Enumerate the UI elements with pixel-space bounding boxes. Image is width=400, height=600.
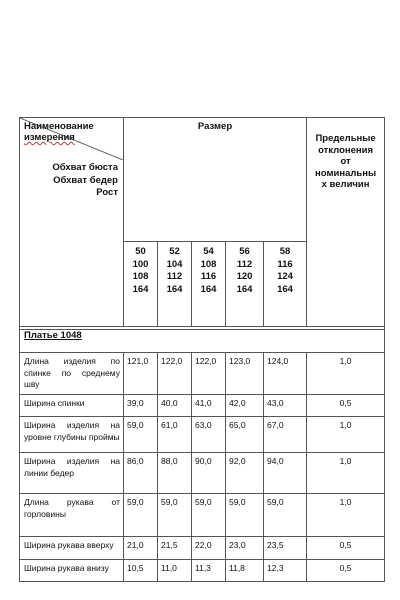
measurement-name: Ширина изделия на линии бедер xyxy=(20,453,124,494)
tolerance-cell: 0,5 xyxy=(307,395,385,417)
value-cell: 10,5 xyxy=(124,560,158,582)
table-row xyxy=(20,417,385,453)
table-row xyxy=(20,537,385,560)
measurement-name: Ширина рукава вверху xyxy=(20,537,124,560)
value-cell: 42,0 xyxy=(226,395,264,417)
value-cell: 21,5 xyxy=(158,537,192,560)
value-cell: 59,0 xyxy=(226,494,264,537)
value-cell: 21,0 xyxy=(124,537,158,560)
value-cell: 12,3 xyxy=(264,560,307,582)
value-cell: 122,0 xyxy=(192,353,226,395)
table-row xyxy=(20,353,385,395)
value-cell: 43,0 xyxy=(264,395,307,417)
value-cell: 65,0 xyxy=(226,417,264,453)
value-cell: 61,0 xyxy=(158,417,192,453)
value-cell: 59,0 xyxy=(124,417,158,453)
value-cell: 41,0 xyxy=(192,395,226,417)
tolerance-cell: 1,0 xyxy=(307,494,385,537)
value-cell: 67,0 xyxy=(264,417,307,453)
value-cell: 90,0 xyxy=(192,453,226,494)
tolerance-cell: 0,5 xyxy=(307,537,385,560)
size-label: Размер xyxy=(197,121,233,132)
measurement-name: Ширина рукава внизу xyxy=(20,560,124,582)
measurement-name-header xyxy=(20,118,124,327)
value-cell: 59,0 xyxy=(124,494,158,537)
name-subtitle: измерения xyxy=(24,132,75,143)
table-row xyxy=(20,395,385,417)
header-row xyxy=(20,118,385,242)
value-cell: 121,0 xyxy=(124,353,158,395)
value-cell: 11,0 xyxy=(158,560,192,582)
measurement-name: Длина рукава от горловины xyxy=(20,494,124,537)
value-cell: 23,5 xyxy=(264,537,307,560)
table-row xyxy=(20,453,385,494)
value-cell: 11,8 xyxy=(226,560,264,582)
value-cell: 124,0 xyxy=(264,353,307,395)
value-cell: 123,0 xyxy=(226,353,264,395)
value-cell: 59,0 xyxy=(158,494,192,537)
value-cell: 122,0 xyxy=(158,353,192,395)
measurement-name: Длина изделия по спинке по среднему шву xyxy=(20,353,124,395)
value-cell: 92,0 xyxy=(226,453,264,494)
value-cell: 86,0 xyxy=(124,453,158,494)
size-column: 58 116 124 164 xyxy=(264,242,307,327)
tolerance-header: Предельные отклонения от номинальны х величин xyxy=(307,118,385,327)
value-cell: 88,0 xyxy=(158,453,192,494)
value-cell: 22,0 xyxy=(192,537,226,560)
name-title: Наименование xyxy=(24,121,94,132)
bust-label: Обхват бюста xyxy=(52,162,118,173)
tolerance-cell: 1,0 xyxy=(307,353,385,395)
measure-labels xyxy=(52,162,118,200)
size-column: 56 112 120 164 xyxy=(226,242,264,327)
measurement-name: Ширина спинки xyxy=(20,395,124,417)
hip-label: Обхват бедер xyxy=(53,174,118,186)
value-cell: 63,0 xyxy=(192,417,226,453)
table-row xyxy=(20,494,385,537)
tolerance-cell: 1,0 xyxy=(307,453,385,494)
size-column: 52 104 112 164 xyxy=(158,242,192,327)
table-row xyxy=(20,560,385,582)
value-cell: 39,0 xyxy=(124,395,158,417)
height-label: Рост xyxy=(96,187,118,198)
tolerance-cell: 1,0 xyxy=(307,417,385,453)
value-cell: 94,0 xyxy=(264,453,307,494)
size-column: 54 108 116 164 xyxy=(192,242,226,327)
value-cell: 40,0 xyxy=(158,395,192,417)
tolerance-cell: 0,5 xyxy=(307,560,385,582)
size-header xyxy=(124,118,307,242)
size-column: 50 100 108 164 xyxy=(124,242,158,327)
size-spec-table xyxy=(19,117,385,582)
value-cell: 59,0 xyxy=(264,494,307,537)
section-title: Платье 1048 xyxy=(20,330,385,353)
size-spec-sheet xyxy=(19,117,384,573)
value-cell: 11,3 xyxy=(192,560,226,582)
measurement-name: Ширина изделия на уровне глубины проймы xyxy=(20,417,124,453)
value-cell: 23,0 xyxy=(226,537,264,560)
value-cell: 59,0 xyxy=(192,494,226,537)
section-row xyxy=(20,330,385,353)
